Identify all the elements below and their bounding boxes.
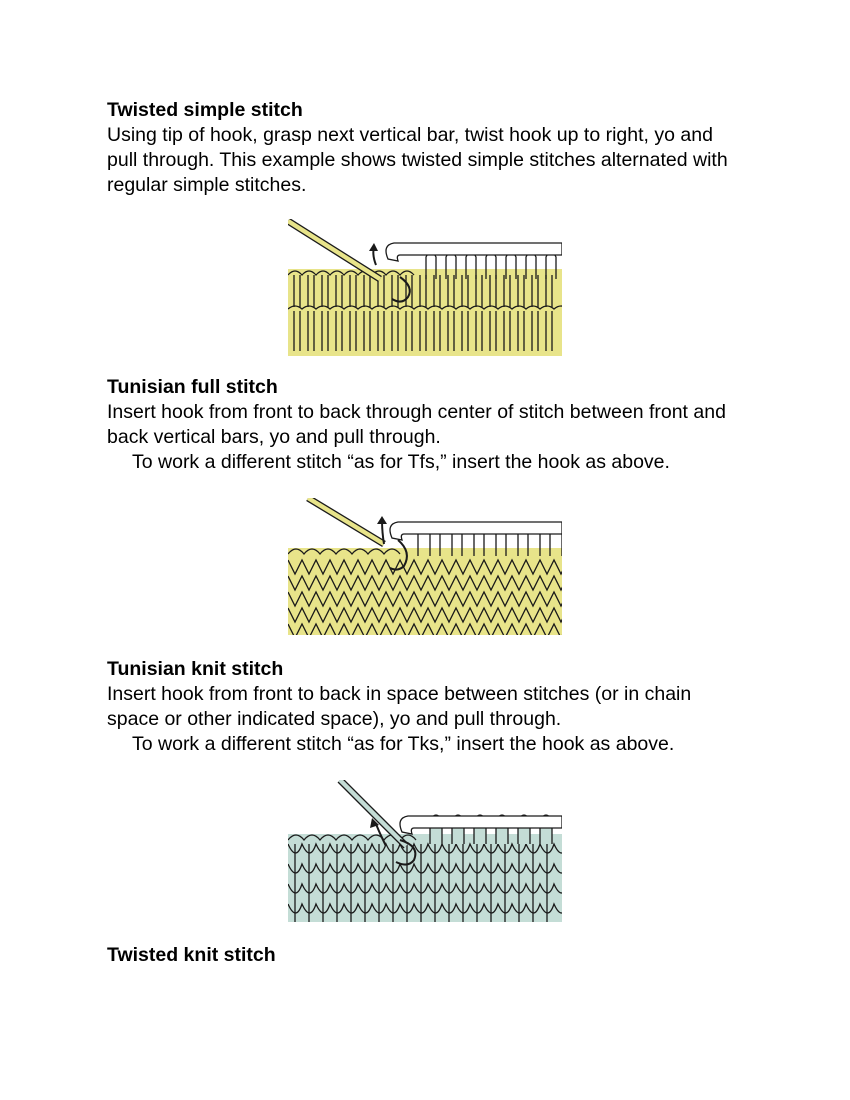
tunisian-knit-stitch-drawing [288,780,562,922]
section-note: To work a different stitch “as for Tfs,” insert the hook as above. [132,451,670,473]
tunisian-full-stitch-drawing [288,498,562,635]
arrow-head [377,516,387,524]
section-twisted-knit-stitch [107,943,747,968]
section-twisted-simple-stitch [107,98,747,198]
working-yarn [308,498,384,544]
section-body: Using tip of hook, grasp next vertical bar, twist hook up to right, yo and pull through. This example shows twisted simple stitches alternated with regular simple stitches. [107,124,728,196]
section-tunisian-knit-stitch [107,657,747,757]
section-title: Tunisian full stitch [107,376,278,398]
arrow-head [369,243,378,251]
tunisian-knit-stitch-illustration [288,780,562,922]
section-note: To work a different stitch “as for Tks,” insert the hook as above. [132,733,675,755]
tunisian-full-stitch-illustration [288,498,562,635]
section-body: Insert hook from front to back through center of stitch between front and back vertical bars, yo and pull through. [107,401,726,448]
section-body: Insert hook from front to back in space between stitches (or in chain space or other indicated space), yo and pull through. [107,683,692,730]
document-page [107,98,747,968]
twisted-simple-stitch-illustration [288,219,562,356]
section-title: Twisted simple stitch [107,99,303,121]
twisted-simple-stitch-drawing [288,219,562,356]
section-title: Twisted knit stitch [107,944,276,966]
section-tunisian-full-stitch [107,375,747,475]
fabric-swatch [288,269,562,356]
crochet-hook [390,522,562,540]
section-title: Tunisian knit stitch [107,658,284,680]
